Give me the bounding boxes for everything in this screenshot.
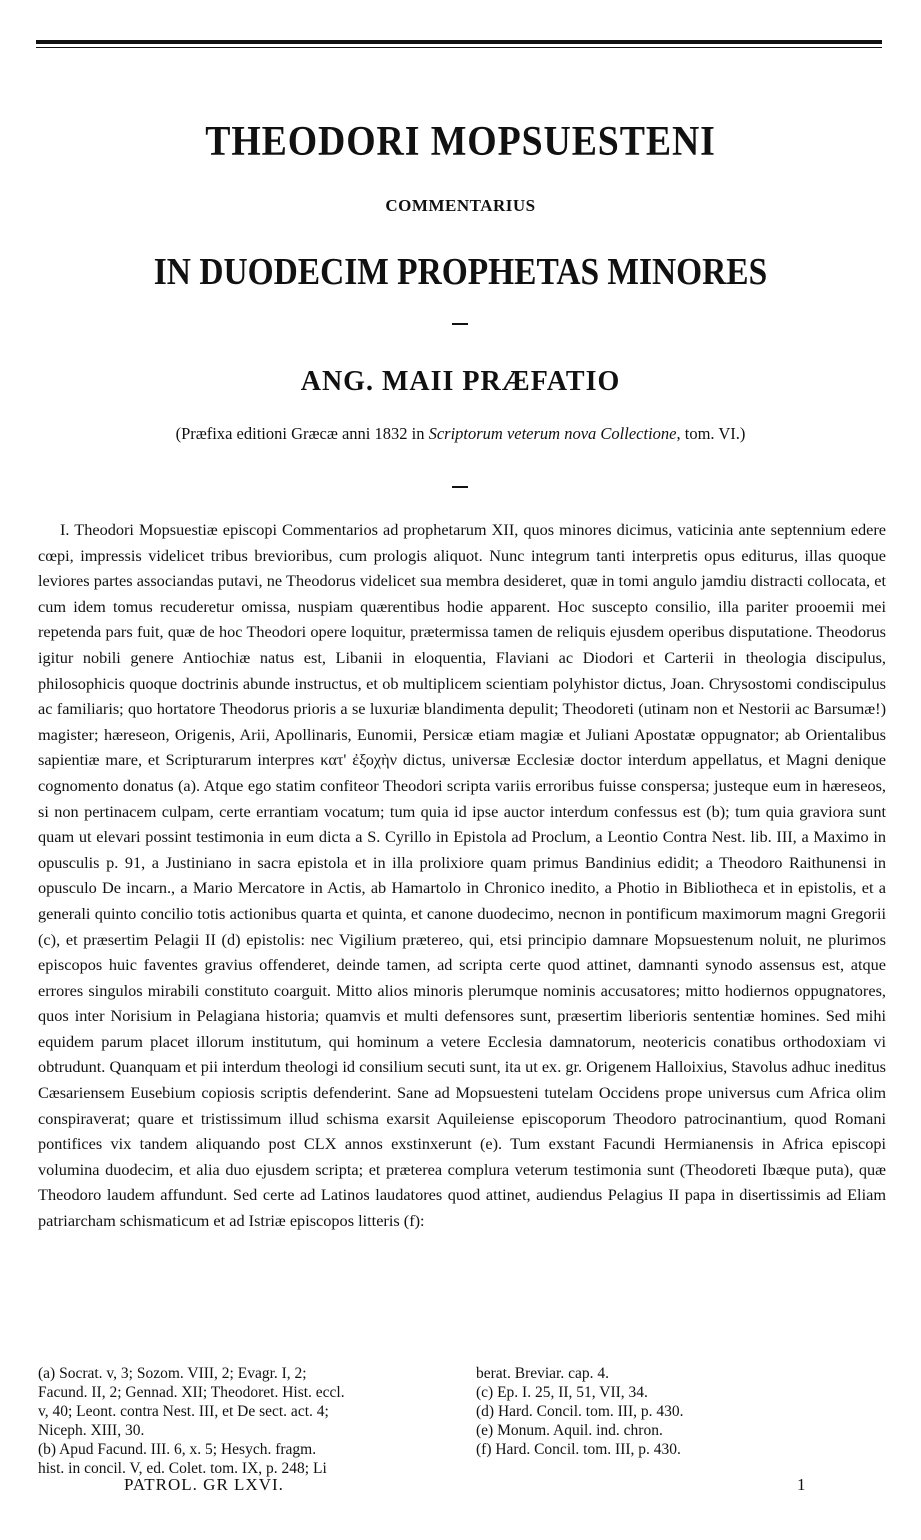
footnote-line: Facund. II, 2; Gennad. XII; Theodoret. Hist. eccl. <box>38 1384 345 1401</box>
edition-note <box>0 424 921 444</box>
edition-note-italic: Scriptorum veterum nova Collectione <box>428 424 677 443</box>
footnote-line: berat. Breviar. cap. 4. <box>476 1365 609 1382</box>
footnote-line: (d) Hard. Concil. tom. III, p. 430. <box>476 1403 684 1420</box>
work-title: THEODORI MOPSUESTENI <box>205 119 716 165</box>
body-text <box>38 517 886 1234</box>
sheet-number: 1 <box>797 1475 806 1494</box>
footnote-line: (b) Apud Facund. III. 6, x. 5; Hesych. fragm. <box>38 1441 317 1458</box>
footnotes-right <box>476 1364 876 1459</box>
footnote-line: v, 40; Leont. contra Nest. III, et De sect. act. 4; <box>38 1403 329 1420</box>
separator-dash-2 <box>452 486 468 488</box>
work-subtitle: COMMENTARIUS <box>385 196 536 215</box>
paragraph-1: I. Theodori Mopsuestiæ episcopi Commentarios ad prophetarum XII, quos minores dicimus, vaticinia ante septennium edere cœpi, impressis videlicet tribus brevioribus, cum prologis aliquot. Nunc integrum tanti interpretis opus editurus, illas quoque leviores partes associandas putavi, ne Theodorus videlicet sua membra desideret, quæ in tomi angulo jamdiu distracti collocata, et cum idem tomus recuderetur omissa, nuspiam quærentibus hodie apparent. Hoc suscepto consilio, illa pariter prooemii mei repetenda pars fuit, quæ de hoc Theodori opere loquitur, prætermissa tamen de reliquis ejusdem operibus disputatione. Theodorus igitur nobili genere Antiochiæ natus est, Libanii in eloquentia, Flaviani ac Diodori et Carterii in theologia discipulus, philosophicis quoque doctrinis abunde instructus, et ob multiplicem scientiam polyhistor dictus, Joan. Chrysostomi condiscipulus ac familiaris; quo hortatore Theodorus prioris a se luxuriæ blandimenta depulit; Theodoreti (utinam non et Nestorii ac Barsumæ!) magister; hæreseon, Origenis, Arii, Apollinaris, Eunomii, Persicæ etiam magiæ et Juliani Apostatæ oppugnator; ab Orientalibus sapientiæ mare, et Scripturarum interpres κατ' ἐξοχὴν dictus, universæ Ecclesiæ doctor interdum appellatus, et Magni denique cognomento donatus (a). Atque ego statim confiteor Theodori scripta variis erroribus fuisse conspersa; justeque eum in hæreseos, si non pertinacem culpam, certe errantiam vocatum; tum quia id ipse auctor interdum confessus est (b); tum quia graviora sunt quam ut elevari possint testimonia in eum dicta a S. Cyrillo in Epistola ad Proclum, a Leontio Contra Nest. lib. III, a Maximo in opusculis p. 91, a Justiniano in sacra epistola et in illa prolixiore quam primus Bandinius edidit; a Theodoro Raithunensi in opusculo De incarn., a Mario Mercatore in Actis, ab Hamartolo in Chronico inedito, a Photio in Bibliotheca et in epistolis, et a generali quinto concilio totis actionibus quarta et quinta, et canone duodecimo, necnon in pontificum maximorum magni Gregorii (c), et præsertim Pelagii II (d) epistolis: nec Vigilium prætereo, qui, etsi principio damnare Mopsuestenum noluit, ne plurimos episcopos huic faventes gravius offenderet, deinde tamen, ad scripta certe quod attinet, damnanti synodo assensus est, atque errores singulos mirabili constituto coarguit. Mitto alios minoris plerumque nominis accusatores; mitto hodiernos oppugnatores, quos inter Norisium in Pelagiana historia; quamvis et multi defensores sunt, præsertim liberioris sententiæ homines. Sed mihi equidem parum placet illorum institutum, qui hominum a vetere Ecclesia damnatorum, neotericis conatibus orthodoxiam vi obtrudunt. Quanquam et pii interdum theologi id consilium secuti sunt, ita ut ex. gr. Origenem Halloixius, Stavolus adhuc ineditus Cæsariensem Eusebium copiosis scriptis defenderint. Sane ad Mopsuesteni tutelam Occidens prope universus cum Africa olim conspiraverat; quare et tristissimum illud schisma exarsit Aquileiense episcoporum Theodoro patrocinantium, quod Romani pontifices vix tandem aliquando post CLX annos exstinxerunt (e). Tum exstant Facundi Hermianensis in Africa episcopi volumina duodecim, et alia duo ejusdem scripta; et præterea complura veterum testimonia sunt (Theodoreti Ibæque puta), quæ Theodoro laudem affundunt. Sed certe ad Latinos laudatores quod attinet, audiendus Pelagius II papa in disertissimis ad Eliam patriarcham schismaticum et ad Istriæ episcopos litteris (f): <box>38 520 886 1231</box>
footnote-line: (f) Hard. Concil. tom. III, p. 430. <box>476 1441 681 1458</box>
section-title: ANG. MAII PRÆFATIO <box>300 366 621 397</box>
edition-note-suffix: , tom. VI.) <box>676 424 746 443</box>
footnote-line: Niceph. XIII, 30. <box>38 1422 145 1439</box>
footnote-line: (a) Socrat. v, 3; Sozom. VIII, 2; Evagr. I, 2; <box>38 1365 307 1382</box>
top-rule <box>36 40 882 44</box>
edition-note-prefix: (Præfixa editioni Græcæ anni 1832 in <box>175 424 429 443</box>
volume-signature: PATROL. GR LXVI. <box>124 1475 284 1494</box>
separator-dash <box>452 323 468 325</box>
work-title-2: IN DUODECIM PROPHETAS MINORES <box>153 251 768 293</box>
top-rule-thin <box>36 47 882 48</box>
footnote-line: hist. in concil. V, ed. Colet. tom. IX, p. 248; Li <box>38 1460 327 1477</box>
footnote-line: (e) Monum. Aquil. ind. chron. <box>476 1422 663 1439</box>
footnote-line: (c) Ep. I. 25, II, 51, VII, 34. <box>476 1384 648 1401</box>
footnotes-left <box>38 1364 458 1478</box>
